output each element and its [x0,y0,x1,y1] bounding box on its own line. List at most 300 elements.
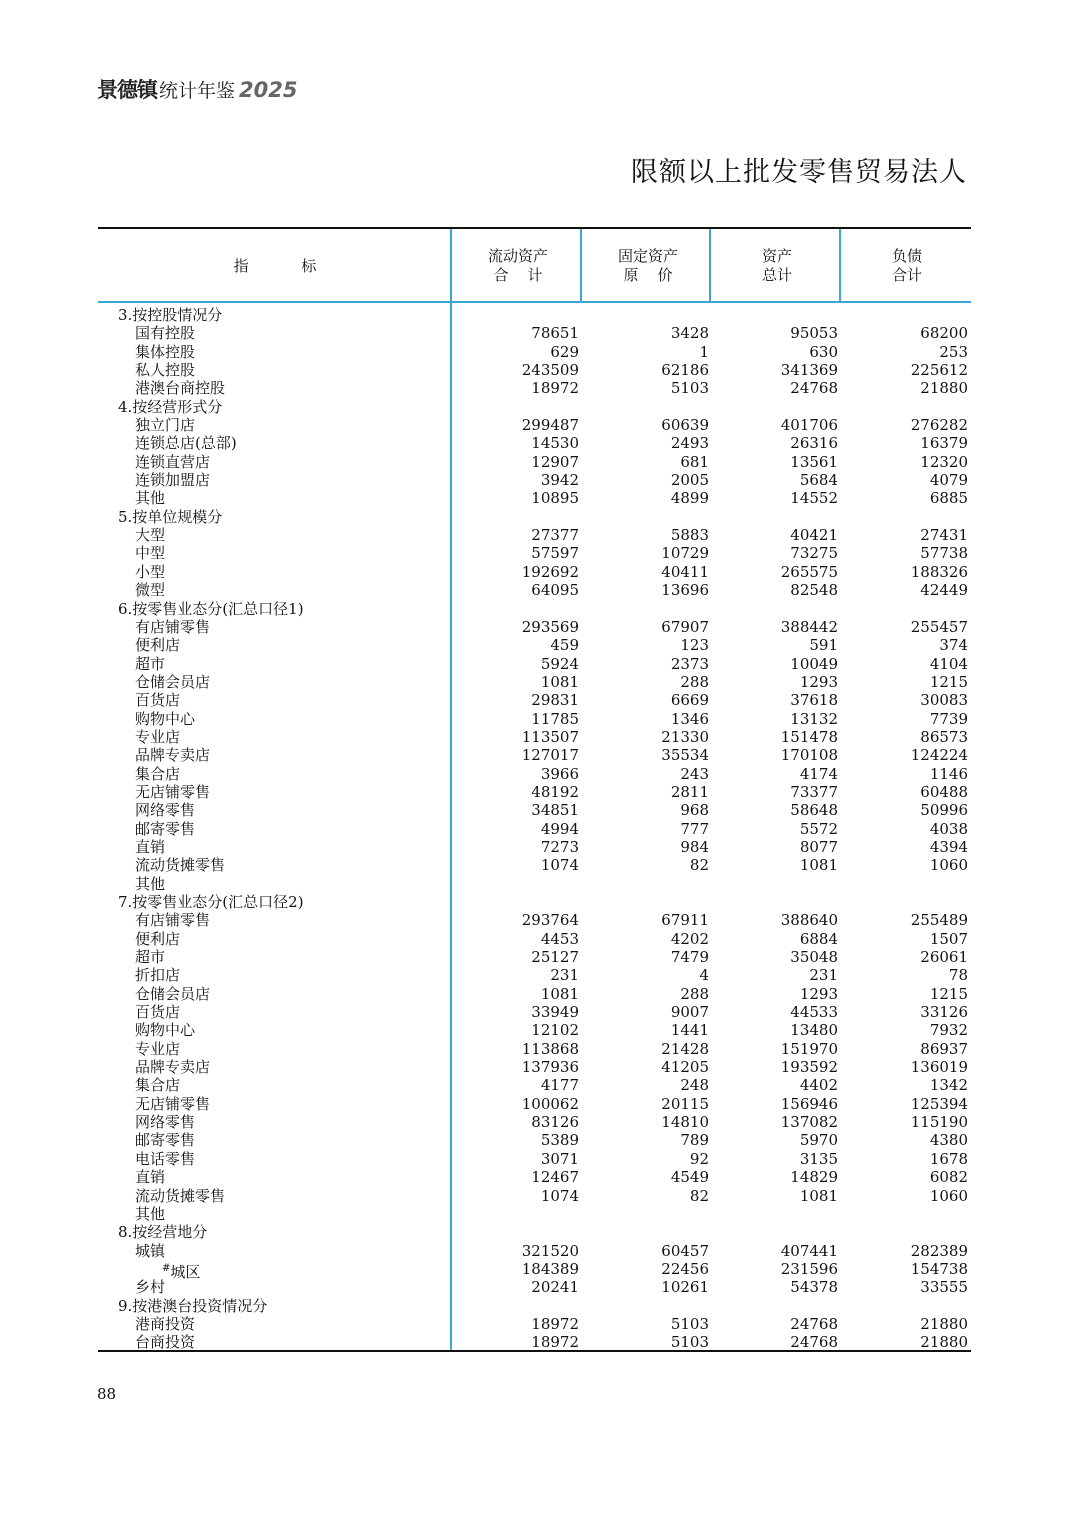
cell-value: 18972 [531,1314,579,1333]
cell-value: 29831 [531,691,579,710]
row-label-text: 电话零售 [135,1149,196,1168]
cell-value: 4899 [670,489,709,508]
row-label [135,1168,165,1186]
row-label [135,783,210,801]
section-label [118,1297,267,1315]
column-divider [709,229,711,301]
row-label [135,361,195,379]
column-header-line2: 原 价 [623,266,673,284]
cell-value: 1081 [540,672,579,691]
cell-value: 4 [699,966,709,985]
table-row [98,526,971,544]
cell-value: 1081 [799,856,838,875]
cell-value: 10729 [661,544,709,563]
row-label-text: 购物中心 [135,1021,196,1040]
table-row [98,728,971,746]
cell-value: 629 [550,342,579,361]
row-label [135,618,210,636]
table-row [98,379,971,397]
section-label [118,508,222,526]
section-label [118,893,304,911]
table-row [98,306,971,324]
cell-value: 67907 [661,617,709,636]
table-row [98,508,971,526]
row-label-text: 3.按控股情况分 [118,306,223,324]
cell-value: 282389 [910,1241,968,1260]
brand-year: 2025 [239,78,298,102]
cell-value: 288 [680,984,709,1003]
cell-value: 6082 [929,1168,968,1187]
cell-value: 24768 [790,1333,838,1352]
table-row [98,1076,971,1094]
subitem-marker: # [162,1262,171,1274]
row-label [135,636,180,654]
row-label-text: 流动货摊零售 [135,856,226,875]
cell-value: 7273 [540,837,579,856]
cell-value: 20241 [531,1278,579,1297]
cell-value: 1074 [540,1186,579,1205]
cell-value: 57738 [920,544,968,563]
row-label [135,966,180,984]
row-label [135,856,225,874]
cell-value: 1507 [929,929,968,948]
row-label [135,985,210,1003]
row-label-text: 6.按零售业态分(汇总口径1) [118,599,304,618]
table-row [98,1021,971,1039]
row-label-text: 独立门店 [135,416,196,435]
cell-value: 276282 [910,416,968,435]
cell-value: 3135 [799,1149,838,1168]
cell-value: 7739 [929,709,968,728]
cell-value: 82548 [790,581,838,600]
cell-value: 83126 [531,1113,579,1132]
cell-value: 12907 [531,452,579,471]
cell-value: 248 [680,1076,709,1095]
cell-value: 35048 [790,948,838,967]
table-row [98,563,971,581]
cell-value: 21880 [920,1333,968,1352]
row-label-text: 8.按经营地分 [118,1223,208,1242]
table-row [98,985,971,1003]
cell-value: 1081 [799,1186,838,1205]
row-label-text: 百货店 [135,691,181,710]
cell-value: 5684 [799,471,838,490]
table-row [98,1095,971,1113]
cell-value: 1146 [929,764,968,783]
cell-value: 14552 [790,489,838,508]
indicator-column-header: 指 标 [233,257,317,275]
row-label [135,416,195,434]
row-label-text: 品牌专卖店 [135,746,211,765]
cell-value: 54378 [790,1278,838,1297]
table-row [98,324,971,342]
cell-value: 13132 [790,709,838,728]
row-label-text: 小型 [135,562,166,581]
table-row [98,655,971,673]
cell-value: 265575 [780,562,838,581]
cell-value: 13480 [790,1021,838,1040]
column-header-line1: 流动资产 [487,247,548,265]
row-label [135,1021,195,1039]
cell-value: 1060 [929,1186,968,1205]
table-row [98,416,971,434]
cell-value: 1215 [929,984,968,1003]
row-label [135,1076,180,1094]
table-row [98,911,971,929]
row-label-text: 私人控股 [135,361,196,380]
cell-value: 459 [550,636,579,655]
column-header-total-assets [713,229,841,301]
cell-value: 16379 [920,434,968,453]
cell-value: 374 [939,636,968,655]
cell-value: 78651 [531,324,579,343]
row-label-text: 其他 [135,874,166,893]
table-row [98,1003,971,1021]
cell-value: 82 [689,1186,709,1205]
row-label-text: 便利店 [135,636,181,655]
row-label-text: 邮寄零售 [135,1131,196,1150]
row-label-text: 邮寄零售 [135,819,196,838]
cell-value: 35534 [661,746,709,765]
cell-value: 86937 [920,1039,968,1058]
row-label-text: 专业店 [135,1039,181,1058]
row-label [135,1003,180,1021]
cell-value: 5103 [670,379,709,398]
cell-value: 30083 [920,691,968,710]
table-row [98,875,971,893]
row-label [135,343,195,361]
row-label [135,489,165,507]
table-rows [98,306,971,1352]
row-label-text: 港商投资 [135,1314,196,1333]
row-label-text: 其他 [135,489,166,508]
cell-value: 40411 [661,562,709,581]
cell-value: 33126 [920,1003,968,1022]
cell-value: 4402 [799,1076,838,1095]
cell-value: 184389 [521,1259,579,1278]
row-label-text: 品牌专卖店 [135,1058,211,1077]
cell-value: 1074 [540,856,579,875]
cell-value: 24768 [790,379,838,398]
cell-value: 1342 [929,1076,968,1095]
row-label-text: 中型 [135,544,166,563]
row-label [135,710,195,728]
row-label-text: 网络零售 [135,801,196,820]
cell-value: 9007 [670,1003,709,1022]
row-label-text: 仓储会员店 [135,672,211,691]
cell-value: 341369 [780,361,838,380]
cell-value: 34851 [531,801,579,820]
yearbook-header [97,74,297,104]
row-label [135,728,180,746]
column-header-current-assets [454,229,582,301]
column-divider [580,229,582,301]
cell-value: 21880 [920,1314,968,1333]
row-label [135,434,237,452]
cell-value: 7932 [929,1021,968,1040]
cell-value: 21880 [920,379,968,398]
row-label-text: 7.按零售业态分(汇总口径2) [118,893,304,911]
cell-value: 4079 [929,471,968,490]
row-label-text: 城镇 [135,1241,166,1260]
cell-value: 73377 [790,782,838,801]
table-row [98,1131,971,1149]
cell-value: 4174 [799,764,838,783]
table-row [98,1113,971,1131]
table-row [98,489,971,507]
row-label [135,655,165,673]
cell-value: 125394 [910,1094,968,1113]
row-label [135,1150,195,1168]
cell-value: 21330 [661,727,709,746]
table-row [98,1187,971,1205]
row-label-text: 网络零售 [135,1113,196,1132]
row-label-text: 集合店 [135,1076,181,1095]
table-row [98,618,971,636]
cell-value: 64095 [531,581,579,600]
row-label-text: 连锁总店(总部) [135,434,237,453]
column-header-line1: 资产 [761,247,792,265]
row-label-text: 乡村 [135,1278,166,1297]
row-label-text: 有店铺零售 [135,911,211,930]
cell-value: 10049 [790,654,838,673]
cell-value: 407441 [780,1241,838,1260]
cell-value: 4549 [670,1168,709,1187]
row-label [135,1205,165,1223]
cell-value: 40421 [790,526,838,545]
row-label [135,1333,195,1351]
cell-value: 50996 [920,801,968,820]
cell-value: 58648 [790,801,838,820]
table-row [98,1205,971,1223]
table-row [98,1150,971,1168]
row-label-text: 折扣店 [135,966,181,985]
row-label-text: 4.按经营形式分 [118,397,223,416]
cell-value: 67911 [661,911,709,930]
cell-value: 4453 [540,929,579,948]
table-row [98,471,971,489]
column-divider [450,229,452,301]
row-label-text: 百货店 [135,1003,181,1022]
cell-value: 78 [948,966,968,985]
table-row [98,673,971,691]
cell-value: 14829 [790,1168,838,1187]
row-label [135,1187,225,1205]
cell-value: 95053 [790,324,838,343]
cell-value: 33949 [531,1003,579,1022]
cell-value: 48192 [531,782,579,801]
cell-value: 243509 [521,361,579,380]
row-label [135,765,180,783]
cell-value: 3942 [540,471,579,490]
row-label [135,673,210,691]
table-row [98,453,971,471]
cell-value: 777 [680,819,709,838]
row-label [135,1113,195,1131]
cell-value: 137936 [521,1058,579,1077]
column-header-line1: 固定资产 [617,247,678,265]
row-label [135,324,195,342]
row-label [135,1095,210,1113]
section-label [118,600,304,618]
row-label-text: 购物中心 [135,709,196,728]
row-label-text: 台商投资 [135,1333,196,1352]
cell-value: 6884 [799,929,838,948]
cell-value: 255457 [910,617,968,636]
table-row [98,930,971,948]
cell-value: 630 [809,342,838,361]
cell-value: 100062 [521,1094,579,1113]
cell-value: 13561 [790,452,838,471]
row-label [135,1058,210,1076]
cell-value: 293569 [521,617,579,636]
row-label [135,930,180,948]
cell-value: 123 [680,636,709,655]
cell-value: 154738 [910,1259,968,1278]
brand-subtitle: 统计年鉴 [159,80,236,102]
cell-value: 21428 [661,1039,709,1058]
cell-value: 192692 [521,562,579,581]
cell-value: 4394 [929,837,968,856]
table-row [98,1058,971,1076]
cell-value: 288 [680,672,709,691]
cell-value: 401706 [780,416,838,435]
row-label-text: 专业店 [135,727,181,746]
cell-value: 60488 [920,782,968,801]
row-label [135,581,165,599]
cell-value: 2493 [670,434,709,453]
cell-value: 92 [689,1149,709,1168]
row-label-text: 5.按单位规模分 [118,507,223,526]
cell-value: 388442 [780,617,838,636]
row-label-text: 城区 [170,1262,201,1281]
table-body [98,303,971,1350]
cell-value: 86573 [920,727,968,746]
cell-value: 984 [680,837,709,856]
table-row [98,801,971,819]
table-row [98,636,971,654]
cell-value: 188326 [910,562,968,581]
row-label-text: 无店铺零售 [135,1094,211,1113]
cell-value: 4177 [540,1076,579,1095]
table-row [98,1242,971,1260]
cell-value: 388640 [780,911,838,930]
row-label-text: 国有控股 [135,324,196,343]
table-row [98,1297,971,1315]
cell-value: 193592 [780,1058,838,1077]
cell-value: 33555 [920,1278,968,1297]
row-label [135,875,165,893]
cell-value: 591 [809,636,838,655]
table-row [98,361,971,379]
cell-value: 18972 [531,1333,579,1352]
cell-value: 68200 [920,324,968,343]
cell-value: 73275 [790,544,838,563]
cell-value: 4038 [929,819,968,838]
cell-value: 1293 [799,984,838,1003]
row-label-text: 连锁加盟店 [135,471,211,490]
cell-value: 151970 [780,1039,838,1058]
cell-value: 1 [699,342,709,361]
row-label [135,1040,180,1058]
row-label [135,453,210,471]
row-label-text: 便利店 [135,929,181,948]
cell-value: 7479 [670,948,709,967]
cell-value: 968 [680,801,709,820]
row-label-text: 直销 [135,1168,166,1187]
cell-value: 4104 [929,654,968,673]
row-label [135,1242,165,1260]
cell-value: 60639 [661,416,709,435]
cell-value: 5103 [670,1333,709,1352]
row-label [135,526,165,544]
row-label-text: 连锁直营店 [135,452,211,471]
table-row [98,966,971,984]
table-row [98,710,971,728]
row-label [135,379,225,397]
cell-value: 2005 [670,471,709,490]
cell-value: 25127 [531,948,579,967]
cell-value: 231 [809,966,838,985]
row-label [135,471,210,489]
cell-value: 156946 [780,1094,838,1113]
column-header-line1: 负债 [891,247,922,265]
row-label-text: 有店铺零售 [135,617,211,636]
cell-value: 37618 [790,691,838,710]
table-row [98,820,971,838]
row-label-text: 其他 [135,1204,166,1223]
row-label-text: 超市 [135,654,166,673]
column-header-total-liabilities [843,229,971,301]
row-label-text: 流动货摊零售 [135,1186,226,1205]
cell-value: 1441 [670,1021,709,1040]
brand-name: 景德镇 [97,78,157,102]
column-header-line2: 总计 [761,266,792,284]
cell-value: 2373 [670,654,709,673]
cell-value: 13696 [661,581,709,600]
row-label [135,948,165,966]
table-header [98,229,971,301]
row-label-text: 仓储会员店 [135,984,211,1003]
cell-value: 113507 [521,727,579,746]
cell-value: 6885 [929,489,968,508]
cell-value: 5883 [670,526,709,545]
cell-value: 12467 [531,1168,579,1187]
table-row [98,1278,971,1296]
cell-value: 22456 [661,1259,709,1278]
table-row [98,343,971,361]
cell-value: 3071 [540,1149,579,1168]
table-row [98,1223,971,1241]
cell-value: 24768 [790,1314,838,1333]
cell-value: 10261 [661,1278,709,1297]
cell-value: 293764 [521,911,579,930]
cell-value: 1293 [799,672,838,691]
table-row [98,434,971,452]
cell-value: 136019 [910,1058,968,1077]
cell-value: 4202 [670,929,709,948]
page-title: 限额以上批发零售贸易法人 [631,157,967,188]
cell-value: 789 [680,1131,709,1150]
cell-value: 26316 [790,434,838,453]
cell-value: 6669 [670,691,709,710]
column-header-fixed-assets [584,229,712,301]
table-row [98,948,971,966]
row-label-text: 集体控股 [135,342,196,361]
cell-value: 18972 [531,379,579,398]
table-row [98,1259,971,1281]
cell-value: 82 [689,856,709,875]
